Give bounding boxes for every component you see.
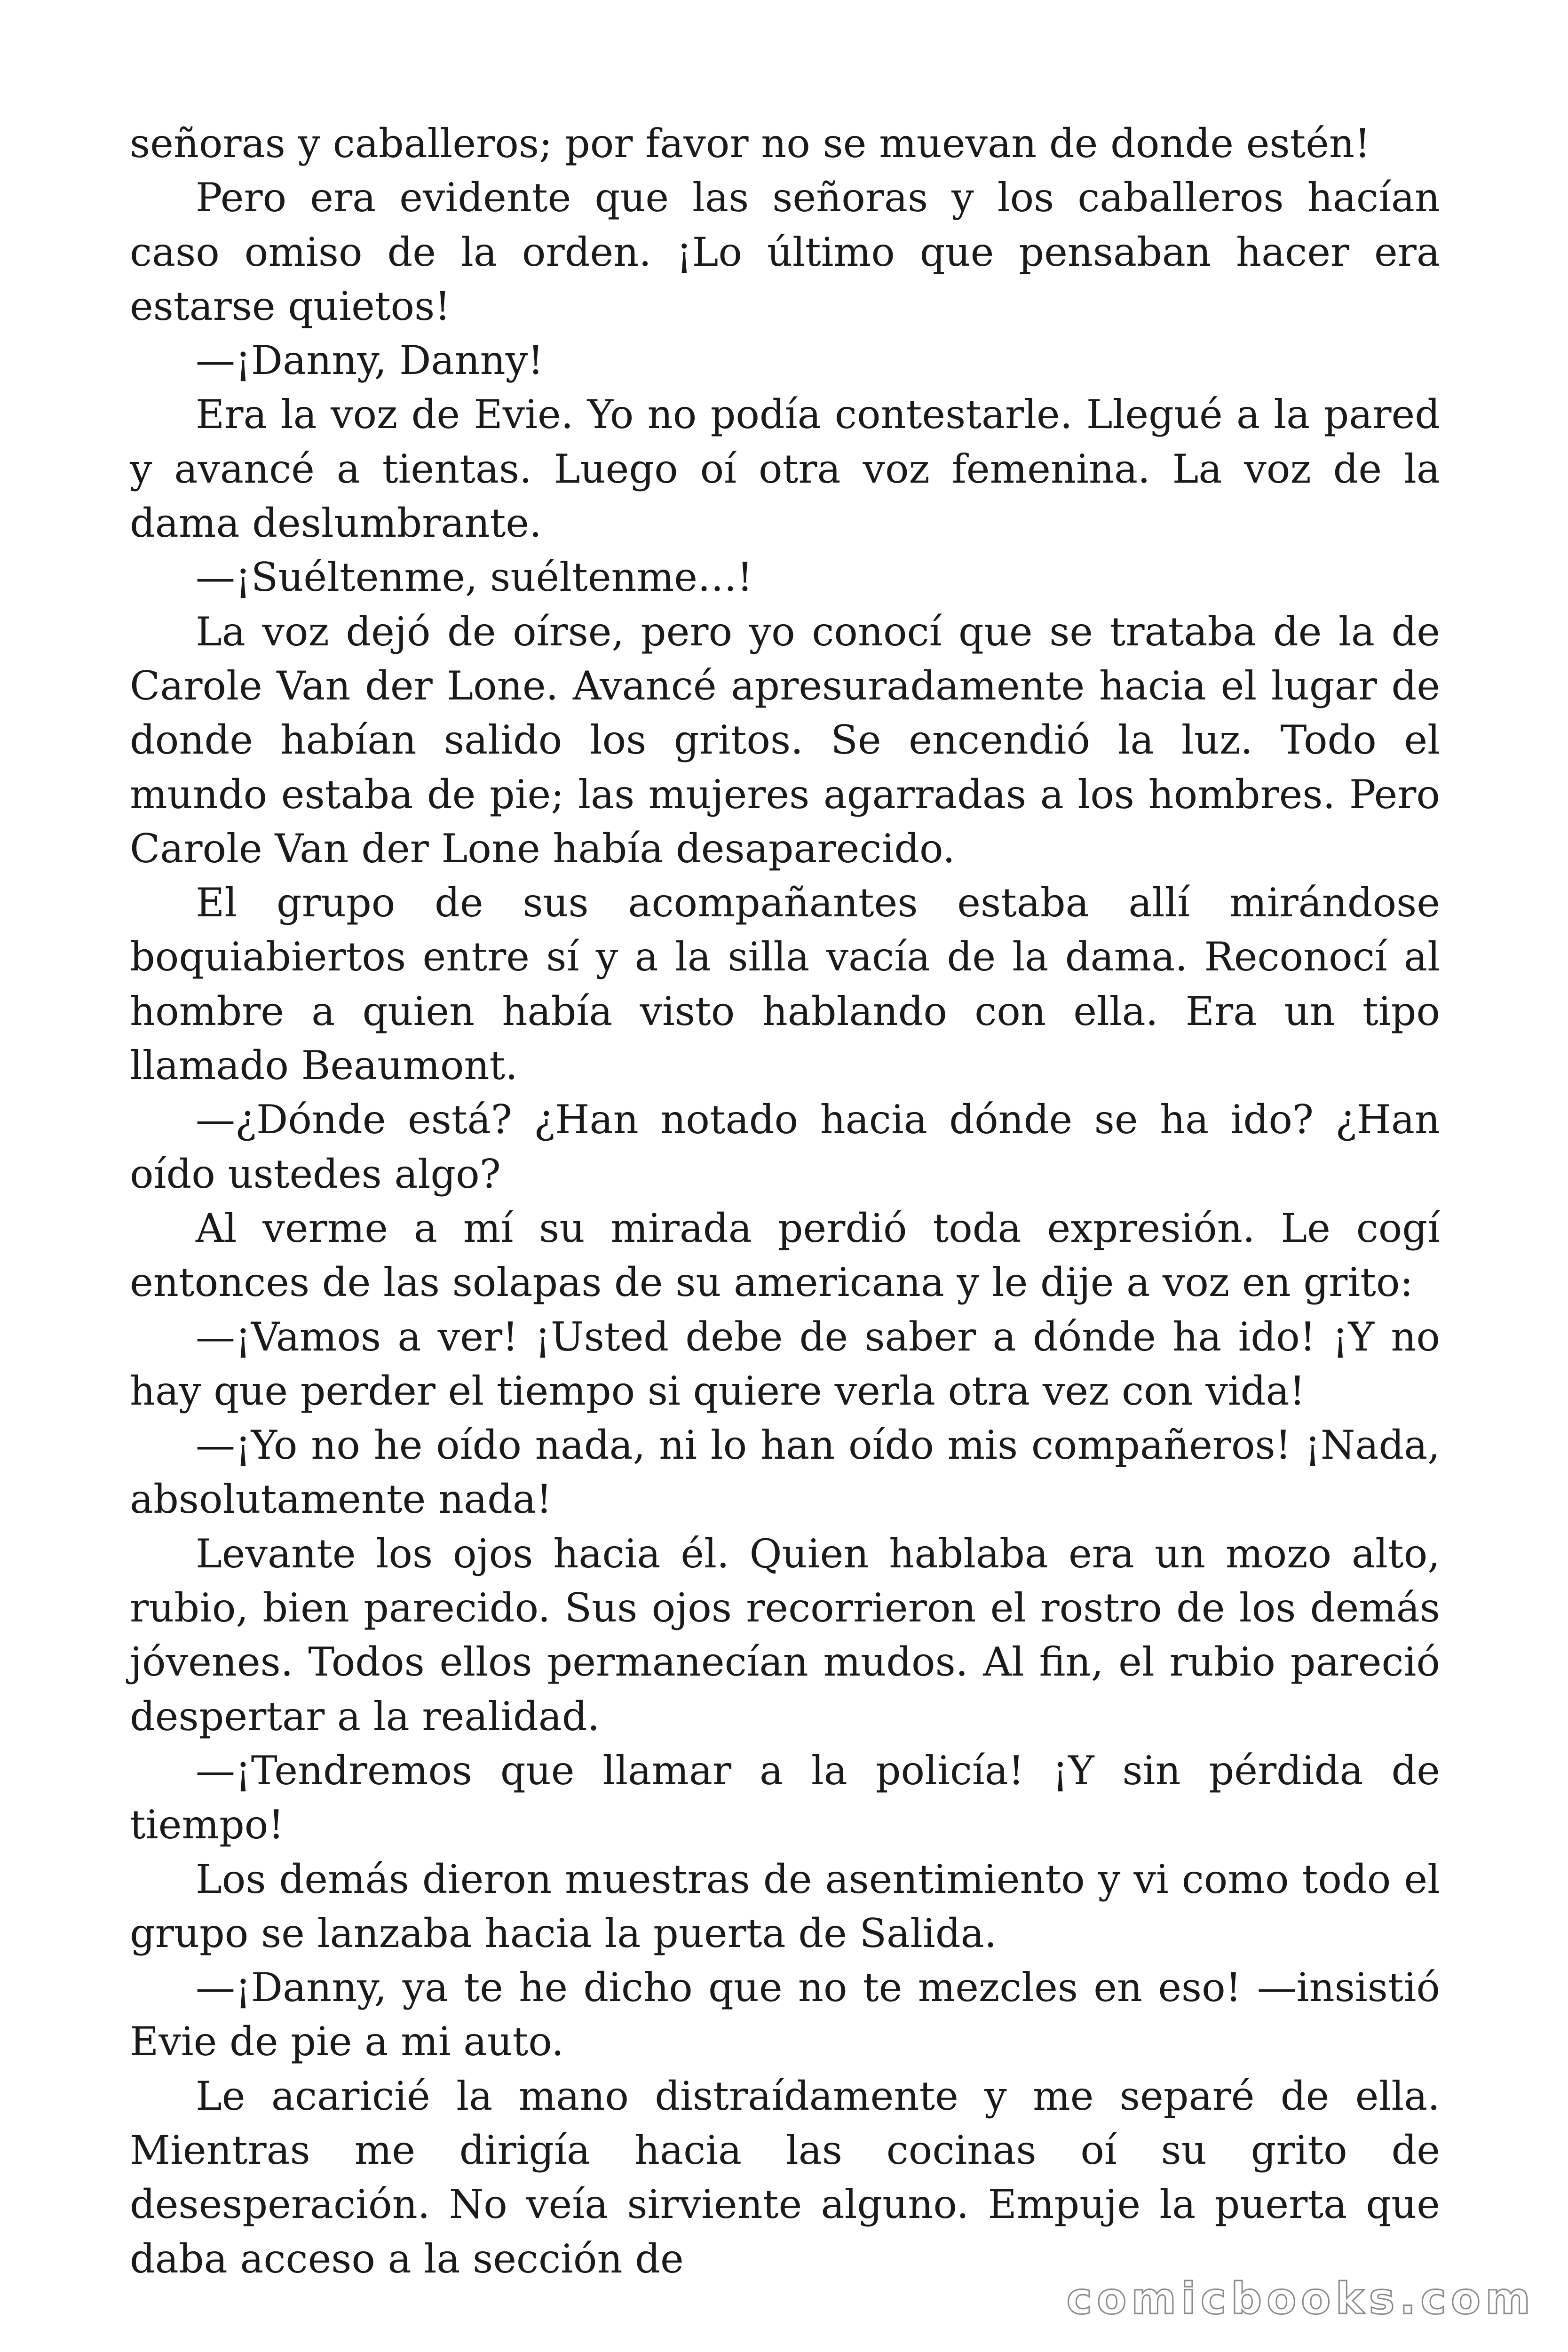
paragraph-4: Era la voz de Evie. Yo no podía contestarle. Llegué a la pared y avancé a tientas. Luego oí otra voz femenina. La voz de la dama deslumbrante. [130,391,1440,547]
paragraph-3: —¡Danny, Danny! [196,337,544,384]
paragraph-15: —¡Danny, ya te he dicho que no te mezcles en eso! —insistió Evie de pie a mi auto. [130,1964,1440,2065]
paragraph-12: Levante los ojos hacia él. Quien hablaba era un mozo alto, rubio, bien parecido. Sus ojos recorrieron el rostro de los demás jóvenes. Todos ellos permanecían mudos. Al fin, el rubio pareció despertar a la realidad. [130,1530,1440,1740]
paragraph-13: —¡Tendremos que llamar a la policía! ¡Y sin pérdida de tiempo! [130,1747,1440,1848]
paragraph-2: Pero era evidente que las señoras y los caballeros hacían caso omiso de la orden. ¡Lo último que pensaban hacer era estarse quietos! [130,175,1440,329]
paragraph-9: Al verme a mí su mirada perdió toda expresión. Le cogí entonces de las solapas de su americana y le dije a voz en grito: [130,1205,1440,1306]
paragraph-16: Le acaricié la mano distraídamente y me separé de ella. Mientras me dirigía hacia las cocinas oí su grito de desesperación. No veía sirviente alguno. Empuje la puerta que daba acceso a la sección de [130,2073,1440,2282]
paragraph-5: —¡Suéltenme, suéltenme…! [196,554,753,601]
paragraph-8: —¿Dónde está? ¿Han notado hacia dónde se ha ido? ¿Han oído ustedes algo? [130,1097,1440,1197]
paragraph-7: El grupo de sus acompañantes estaba allí mirándose boquiabiertos entre sí y a la silla vacía de la dama. Reconocí al hombre a quien había visto hablando con ella. Era un tipo llamado Beaumont. [130,880,1440,1089]
book-page [130,117,1440,2282]
watermark: comicbooks.com [1066,2273,1535,2324]
paragraph-10: —¡Vamos a ver! ¡Usted debe de saber a dónde ha ido! ¡Y no hay que perder el tiempo si quiere verla otra vez con vida! [130,1313,1440,1414]
paragraph-1: señoras y caballeros; por favor no se muevan de donde estén! [130,120,1370,167]
paragraph-14: Los demás dieron muestras de asentimiento y vi como todo el grupo se lanzaba hacia la puerta de Salida. [130,1856,1440,1956]
paragraph-6: La voz dejó de oírse, pero yo conocí que se trataba de la de Carole Van der Lone. Avancé apresuradamente hacia el lugar de donde habían salido los gritos. Se encendió la luz. Todo el mundo estaba de pie; las mujeres agarradas a los hombres. Pero Carole Van der Lone había desaparecido. [130,608,1440,872]
paragraph-11: —¡Yo no he oído nada, ni lo han oído mis compañeros! ¡Nada, absolutamente nada! [130,1422,1440,1523]
